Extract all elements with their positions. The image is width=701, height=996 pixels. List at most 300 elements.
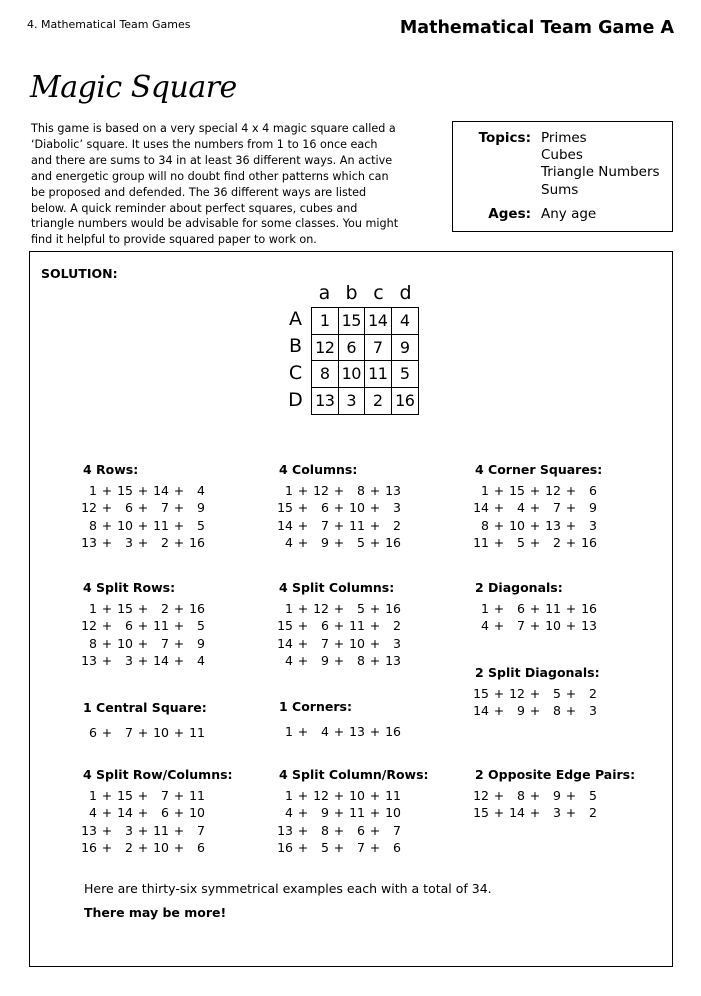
group-title: 4 Corner Squares: bbox=[475, 462, 603, 477]
grid-cell: 13 bbox=[312, 388, 339, 415]
addend: 8 bbox=[553, 703, 561, 719]
plus-sign: + bbox=[333, 601, 345, 616]
addend: 15 bbox=[277, 618, 293, 634]
addend: 8 bbox=[321, 822, 329, 838]
equation-row bbox=[277, 787, 401, 804]
row-labels bbox=[282, 307, 309, 415]
plus-sign: + bbox=[333, 500, 345, 516]
plus-sign: + bbox=[529, 788, 541, 803]
addend: 15 bbox=[117, 601, 133, 616]
addend: 8 bbox=[89, 517, 97, 533]
addend: 12 bbox=[81, 618, 97, 634]
plus-sign: + bbox=[565, 483, 577, 498]
plus-sign: + bbox=[565, 500, 577, 516]
row-label: B bbox=[288, 335, 303, 357]
plus-sign: + bbox=[101, 822, 113, 838]
addend: 10 bbox=[385, 805, 401, 821]
addend: 11 bbox=[349, 618, 365, 634]
plus-sign: + bbox=[101, 618, 113, 634]
addend: 1 bbox=[285, 788, 293, 803]
addend: 7 bbox=[161, 788, 169, 803]
plus-sign: + bbox=[565, 601, 577, 616]
addend: 11 bbox=[385, 788, 401, 803]
addend: 11 bbox=[153, 517, 169, 533]
plus-sign: + bbox=[369, 822, 381, 838]
addend: 6 bbox=[589, 483, 597, 498]
plus-sign: + bbox=[493, 483, 505, 498]
addend: 10 bbox=[153, 839, 169, 855]
equation-row bbox=[277, 839, 401, 856]
addend: 7 bbox=[125, 725, 133, 740]
equation-row bbox=[277, 804, 401, 821]
addend: 16 bbox=[81, 839, 97, 855]
equation-row bbox=[81, 534, 205, 551]
intro-line: triangle numbers would be advisable for some classes. You might bbox=[31, 217, 399, 231]
addend: 11 bbox=[189, 788, 205, 803]
equation-row bbox=[81, 617, 205, 634]
addend: 2 bbox=[161, 534, 169, 550]
addend: 15 bbox=[509, 483, 525, 498]
addend: 12 bbox=[313, 483, 329, 498]
plus-sign: + bbox=[493, 601, 505, 616]
plus-sign: + bbox=[369, 534, 381, 550]
topics-label: Topics: bbox=[478, 130, 531, 146]
addend: 9 bbox=[517, 703, 525, 719]
plus-sign: + bbox=[333, 724, 345, 739]
addend: 11 bbox=[153, 822, 169, 838]
addend: 3 bbox=[589, 703, 597, 719]
plus-sign: + bbox=[529, 534, 541, 550]
footer-note: Here are thirty-six symmetrical examples each with a total of 34. bbox=[84, 881, 492, 896]
equation-row bbox=[81, 822, 205, 839]
equation-row bbox=[277, 822, 401, 839]
ages-label: Ages: bbox=[488, 206, 531, 222]
addend: 5 bbox=[321, 839, 329, 855]
group-title: 2 Opposite Edge Pairs: bbox=[475, 767, 636, 782]
plus-sign: + bbox=[333, 618, 345, 634]
plus-sign: + bbox=[297, 788, 309, 803]
plus-sign: + bbox=[529, 805, 541, 821]
plus-sign: + bbox=[137, 652, 149, 668]
equation-row bbox=[81, 600, 205, 617]
plus-sign: + bbox=[137, 601, 149, 616]
addend: 5 bbox=[357, 601, 365, 616]
addend: 5 bbox=[197, 618, 205, 634]
plus-sign: + bbox=[369, 635, 381, 651]
addend: 6 bbox=[517, 601, 525, 616]
row-label: C bbox=[288, 362, 303, 384]
addend: 10 bbox=[189, 805, 205, 821]
addend: 2 bbox=[393, 517, 401, 533]
plus-sign: + bbox=[173, 822, 185, 838]
addend: 2 bbox=[589, 805, 597, 821]
equation-list bbox=[81, 600, 205, 669]
addend: 10 bbox=[545, 618, 561, 634]
plus-sign: + bbox=[333, 635, 345, 651]
addend: 4 bbox=[285, 534, 293, 550]
equation-row bbox=[277, 534, 401, 551]
addend: 10 bbox=[509, 517, 525, 533]
column-label: d bbox=[399, 282, 412, 304]
addend: 11 bbox=[473, 534, 489, 550]
addend: 15 bbox=[117, 788, 133, 803]
plus-sign: + bbox=[369, 652, 381, 668]
plus-sign: + bbox=[297, 724, 309, 739]
plus-sign: + bbox=[565, 618, 577, 634]
addend: 3 bbox=[393, 635, 401, 651]
addend: 7 bbox=[161, 500, 169, 516]
addend: 6 bbox=[357, 822, 365, 838]
column-label: c bbox=[373, 282, 384, 304]
row-label: A bbox=[289, 308, 302, 330]
plus-sign: + bbox=[369, 839, 381, 855]
addend: 6 bbox=[89, 725, 97, 740]
plus-sign: + bbox=[493, 788, 505, 803]
addend: 1 bbox=[285, 601, 293, 616]
equation-row bbox=[277, 617, 401, 634]
addend: 13 bbox=[277, 822, 293, 838]
addend: 11 bbox=[153, 618, 169, 634]
addend: 14 bbox=[509, 805, 525, 821]
equation-row bbox=[81, 499, 205, 516]
plus-sign: + bbox=[101, 601, 113, 616]
equation-row bbox=[473, 482, 597, 499]
plus-sign: + bbox=[565, 703, 577, 719]
group-title: 2 Split Diagonals: bbox=[475, 665, 600, 680]
plus-sign: + bbox=[297, 652, 309, 668]
plus-sign: + bbox=[529, 686, 541, 701]
equation-row bbox=[473, 804, 597, 821]
group-title: 2 Diagonals: bbox=[475, 580, 563, 595]
equation-row bbox=[81, 635, 205, 652]
equation-row bbox=[277, 723, 401, 740]
addend: 13 bbox=[385, 652, 401, 668]
grid-cell: 16 bbox=[395, 391, 415, 411]
addend: 4 bbox=[285, 652, 293, 668]
plus-sign: + bbox=[137, 483, 149, 498]
column-label: a bbox=[318, 282, 331, 304]
equation-row bbox=[473, 534, 597, 551]
addend: 9 bbox=[321, 805, 329, 821]
addend: 6 bbox=[321, 618, 329, 634]
addend: 8 bbox=[89, 635, 97, 651]
addend: 13 bbox=[81, 534, 97, 550]
addend: 11 bbox=[545, 601, 561, 616]
equation-row bbox=[81, 517, 205, 534]
group-title: 4 Split Rows: bbox=[83, 580, 176, 595]
equation-row bbox=[473, 787, 597, 804]
equation-list bbox=[81, 482, 205, 551]
plus-sign: + bbox=[333, 483, 345, 498]
grid-cell: 2 bbox=[365, 388, 392, 415]
equation-row bbox=[473, 499, 597, 516]
game-title: Mathematical Team Game A bbox=[399, 18, 674, 38]
footer-emphasis: There may be more! bbox=[84, 905, 227, 920]
addend: 15 bbox=[277, 500, 293, 516]
grid-cell: 11 bbox=[365, 361, 392, 388]
topic-item: Primes bbox=[541, 130, 587, 146]
group-title: 4 Split Row/Columns: bbox=[83, 767, 233, 782]
grid-cell: 5 bbox=[392, 361, 419, 388]
grid-cell: 9 bbox=[392, 335, 419, 362]
plus-sign: + bbox=[297, 483, 309, 498]
addend: 12 bbox=[509, 686, 525, 701]
equation-row bbox=[277, 517, 401, 534]
grid-cell: 3 bbox=[339, 388, 366, 415]
plus-sign: + bbox=[493, 686, 505, 701]
addend: 13 bbox=[81, 652, 97, 668]
equation-row bbox=[277, 635, 401, 652]
addend: 15 bbox=[117, 483, 133, 498]
addend: 6 bbox=[393, 839, 401, 855]
plus-sign: + bbox=[529, 500, 541, 516]
grid-cell: 14 bbox=[365, 308, 392, 335]
plus-sign: + bbox=[173, 652, 185, 668]
addend: 11 bbox=[349, 517, 365, 533]
addend: 4 bbox=[89, 805, 97, 821]
addend: 11 bbox=[189, 725, 205, 740]
addend: 3 bbox=[125, 534, 133, 550]
addend: 5 bbox=[197, 517, 205, 533]
addend: 7 bbox=[553, 500, 561, 516]
topic-item: Triangle Numbers bbox=[541, 164, 660, 181]
intro-line: be proposed and defended. The 36 different ways are listed bbox=[31, 185, 367, 199]
plus-sign: + bbox=[173, 725, 185, 740]
plus-sign: + bbox=[101, 500, 113, 516]
grid-cell: 15 bbox=[339, 308, 366, 335]
addend: 6 bbox=[125, 500, 133, 516]
addend: 12 bbox=[81, 500, 97, 516]
addend: 10 bbox=[117, 635, 133, 651]
plus-sign: + bbox=[529, 601, 541, 616]
equation-list bbox=[277, 723, 401, 740]
group-title: 4 Rows: bbox=[83, 462, 139, 477]
addend: 3 bbox=[125, 822, 133, 838]
addend: 13 bbox=[385, 483, 401, 498]
plus-sign: + bbox=[565, 805, 577, 821]
equation-list bbox=[473, 600, 597, 635]
addend: 8 bbox=[481, 517, 489, 533]
addend: 14 bbox=[277, 635, 293, 651]
grid-cell: 7 bbox=[365, 335, 392, 362]
plus-sign: + bbox=[137, 500, 149, 516]
addend: 2 bbox=[589, 686, 597, 701]
grid-cell: 8 bbox=[312, 361, 339, 388]
addend: 12 bbox=[545, 483, 561, 498]
plus-sign: + bbox=[565, 686, 577, 701]
plus-sign: + bbox=[493, 534, 505, 550]
equation-row bbox=[81, 839, 205, 856]
intro-line: ‘Diabolic’ square. It uses the numbers from 1 to 16 once each bbox=[31, 137, 378, 151]
addend: 12 bbox=[473, 788, 489, 803]
addend: 14 bbox=[473, 500, 489, 516]
addend: 11 bbox=[349, 805, 365, 821]
plus-sign: + bbox=[297, 500, 309, 516]
section-label: 4. Mathematical Team Games bbox=[27, 18, 191, 31]
addend: 14 bbox=[153, 483, 169, 498]
addend: 1 bbox=[89, 483, 97, 498]
plus-sign: + bbox=[493, 703, 505, 719]
plus-sign: + bbox=[529, 517, 541, 533]
plus-sign: + bbox=[173, 839, 185, 855]
equation-row bbox=[81, 804, 205, 821]
addend: 5 bbox=[589, 788, 597, 803]
addend: 4 bbox=[481, 618, 489, 634]
equation-list bbox=[473, 685, 597, 720]
plus-sign: + bbox=[101, 839, 113, 855]
plus-sign: + bbox=[333, 839, 345, 855]
addend: 9 bbox=[589, 500, 597, 516]
topic-item: Cubes bbox=[541, 147, 583, 164]
plus-sign: + bbox=[369, 601, 381, 616]
addend: 7 bbox=[393, 822, 401, 838]
equation-row bbox=[473, 600, 597, 617]
grid-cell: 1 bbox=[312, 308, 339, 335]
intro-line: and energetic group will no doubt find other patterns which can bbox=[31, 169, 389, 183]
ages-value: Any age bbox=[541, 206, 597, 222]
plus-sign: + bbox=[137, 517, 149, 533]
equation-list bbox=[81, 724, 205, 741]
grid-cell: 6 bbox=[339, 335, 366, 362]
addend: 4 bbox=[517, 500, 525, 516]
column-labels bbox=[311, 282, 419, 306]
addend: 13 bbox=[581, 618, 597, 634]
plus-sign: + bbox=[493, 805, 505, 821]
addend: 16 bbox=[277, 839, 293, 855]
equation-row bbox=[81, 787, 205, 804]
equation-list bbox=[277, 482, 401, 551]
addend: 1 bbox=[89, 788, 97, 803]
plus-sign: + bbox=[173, 618, 185, 634]
equation-list bbox=[473, 787, 597, 822]
addend: 1 bbox=[89, 601, 97, 616]
addend: 3 bbox=[393, 500, 401, 516]
plus-sign: + bbox=[173, 788, 185, 803]
addend: 9 bbox=[321, 652, 329, 668]
addend: 2 bbox=[553, 534, 561, 550]
plus-sign: + bbox=[173, 534, 185, 550]
addend: 9 bbox=[553, 788, 561, 803]
intro-line: This game is based on a very special 4 x 4 magic square called a bbox=[31, 122, 396, 135]
equation-row bbox=[277, 600, 401, 617]
plus-sign: + bbox=[493, 500, 505, 516]
page-title: Magic Square bbox=[30, 70, 237, 105]
plus-sign: + bbox=[297, 635, 309, 651]
equation-list bbox=[473, 482, 597, 551]
plus-sign: + bbox=[173, 483, 185, 498]
plus-sign: + bbox=[529, 483, 541, 498]
grid-cell: 12 bbox=[312, 335, 339, 362]
plus-sign: + bbox=[369, 483, 381, 498]
plus-sign: + bbox=[173, 635, 185, 651]
equation-list bbox=[277, 600, 401, 669]
equation-row bbox=[81, 724, 205, 741]
addend: 8 bbox=[517, 788, 525, 803]
equation-row bbox=[81, 482, 205, 499]
addend: 1 bbox=[481, 601, 489, 616]
equation-row bbox=[473, 685, 597, 702]
group-title: 4 Columns: bbox=[279, 462, 358, 477]
row-label: D bbox=[288, 389, 303, 411]
addend: 13 bbox=[349, 724, 365, 739]
grid-cell: 4 bbox=[392, 308, 419, 335]
plus-sign: + bbox=[369, 500, 381, 516]
addend: 12 bbox=[313, 601, 329, 616]
plus-sign: + bbox=[101, 635, 113, 651]
addend: 10 bbox=[117, 517, 133, 533]
addend: 7 bbox=[321, 517, 329, 533]
plus-sign: + bbox=[137, 805, 149, 821]
addend: 3 bbox=[125, 652, 133, 668]
equation-list bbox=[81, 787, 205, 856]
addend: 14 bbox=[473, 703, 489, 719]
plus-sign: + bbox=[565, 788, 577, 803]
addend: 8 bbox=[357, 483, 365, 498]
addend: 6 bbox=[197, 839, 205, 855]
addend: 7 bbox=[161, 635, 169, 651]
addend: 6 bbox=[125, 618, 133, 634]
grid-cell: 10 bbox=[339, 361, 366, 388]
equation-row bbox=[277, 482, 401, 499]
plus-sign: + bbox=[297, 517, 309, 533]
plus-sign: + bbox=[333, 788, 345, 803]
addend: 15 bbox=[473, 805, 489, 821]
plus-sign: + bbox=[333, 822, 345, 838]
addend: 14 bbox=[277, 517, 293, 533]
addend: 16 bbox=[385, 601, 401, 616]
addend: 10 bbox=[349, 500, 365, 516]
addend: 9 bbox=[197, 635, 205, 651]
plus-sign: + bbox=[297, 839, 309, 855]
equation-list bbox=[277, 787, 401, 856]
plus-sign: + bbox=[137, 618, 149, 634]
addend: 5 bbox=[517, 534, 525, 550]
plus-sign: + bbox=[333, 534, 345, 550]
intro-line: find it helpful to provide squared paper to work on. bbox=[31, 233, 317, 247]
equation-row bbox=[473, 617, 597, 634]
addend: 9 bbox=[321, 534, 329, 550]
addend: 4 bbox=[197, 652, 205, 668]
equation-row bbox=[81, 652, 205, 669]
topic-item: Sums bbox=[541, 181, 579, 198]
plus-sign: + bbox=[137, 635, 149, 651]
plus-sign: + bbox=[369, 724, 381, 739]
plus-sign: + bbox=[101, 534, 113, 550]
addend: 10 bbox=[153, 725, 169, 740]
addend: 3 bbox=[553, 805, 561, 821]
addend: 4 bbox=[197, 483, 205, 498]
plus-sign: + bbox=[297, 601, 309, 616]
plus-sign: + bbox=[333, 805, 345, 821]
plus-sign: + bbox=[297, 534, 309, 550]
plus-sign: + bbox=[333, 517, 345, 533]
addend: 16 bbox=[189, 534, 205, 550]
addend: 13 bbox=[545, 517, 561, 533]
plus-sign: + bbox=[101, 483, 113, 498]
plus-sign: + bbox=[101, 725, 113, 740]
addend: 1 bbox=[285, 483, 293, 498]
plus-sign: + bbox=[173, 805, 185, 821]
addend: 2 bbox=[125, 839, 133, 855]
plus-sign: + bbox=[369, 517, 381, 533]
equation-row bbox=[277, 499, 401, 516]
addend: 3 bbox=[589, 517, 597, 533]
equation-row bbox=[277, 652, 401, 669]
plus-sign: + bbox=[101, 517, 113, 533]
plus-sign: + bbox=[565, 517, 577, 533]
addend: 10 bbox=[349, 635, 365, 651]
plus-sign: + bbox=[137, 534, 149, 550]
